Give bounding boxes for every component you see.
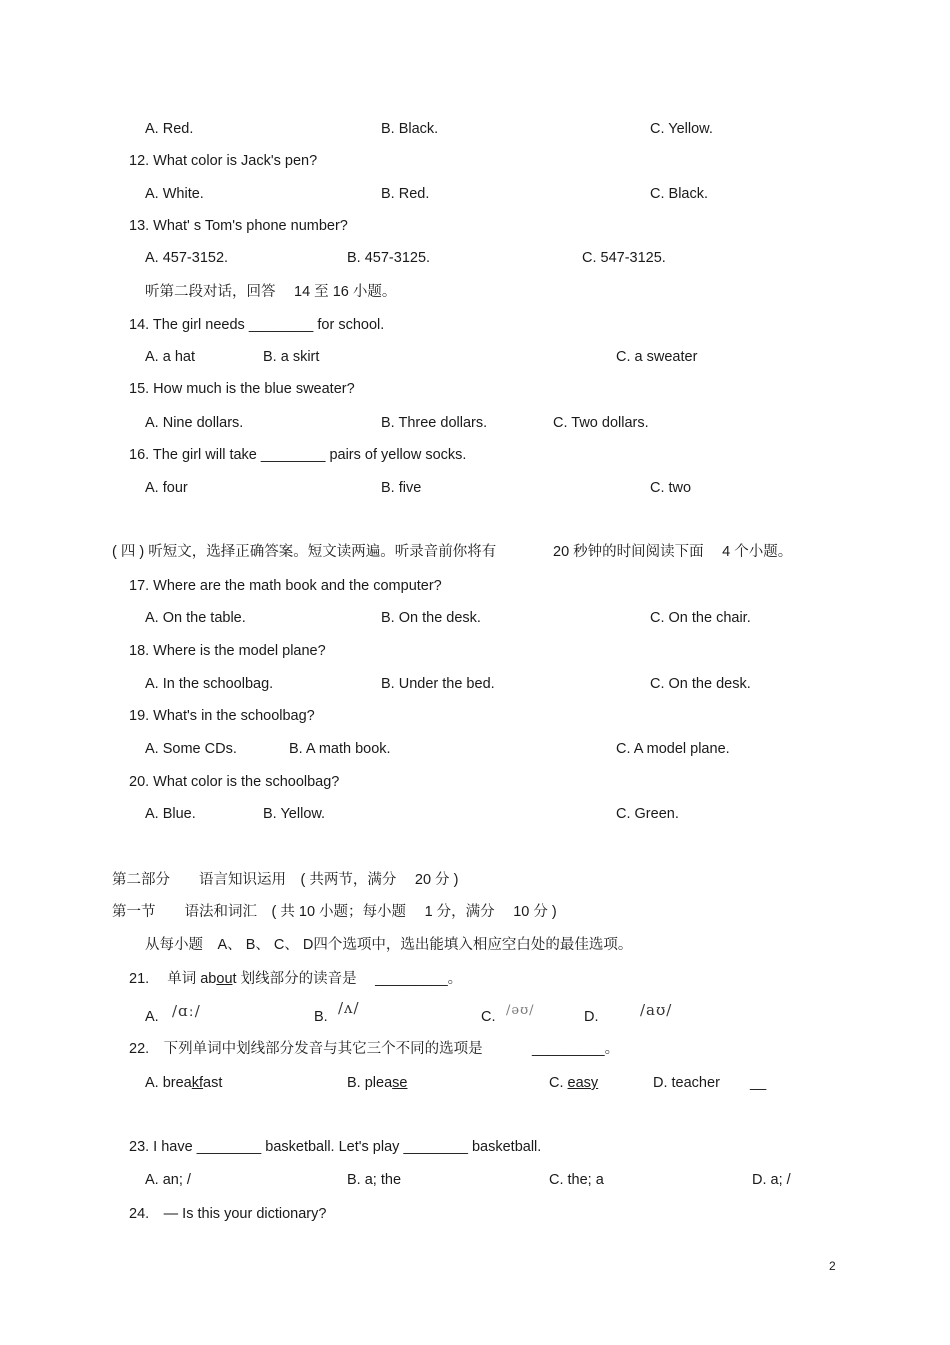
q23-option-b: B. a; the — [347, 1172, 402, 1188]
q18-option-c: C. On the desk. — [650, 676, 751, 692]
q17-option-b: B. On the desk. — [381, 610, 481, 626]
q20-option-c: C. Green. — [616, 806, 679, 822]
section1-heading: 第一节 语法和词汇 ( 共 10 小题；每小题 1 分，满分 10 分 ) — [112, 904, 557, 920]
q18-option-b: B. Under the bed. — [381, 676, 495, 692]
q21-number: 21. — [129, 971, 150, 987]
section1-instruction: 从每小题 A、 B、 C、 D四个选项中，选出能填入相应空白处的最佳选项。 — [145, 937, 633, 953]
q16-option-a: A. four — [145, 480, 188, 496]
q11-option-c: C. Yellow. — [650, 121, 713, 137]
q17-option-c: C. On the chair. — [650, 610, 751, 626]
q23-option-a: A. an; / — [145, 1172, 191, 1188]
q22-blank: _________。 — [532, 1041, 620, 1057]
q22-option-b-underlined: se — [392, 1075, 408, 1091]
q24-stem: 24. — Is this your dictionary? — [129, 1206, 327, 1222]
q11-option-b: B. Black. — [381, 121, 439, 137]
q11-option-a: A. Red. — [145, 121, 194, 137]
q17-option-a: A. On the table. — [145, 610, 246, 626]
q21-phonetic-c: /əʊ/ — [506, 1003, 535, 1018]
q22-option-a-pre: A. brea — [145, 1075, 192, 1091]
q15-option-a: A. Nine dollars. — [145, 415, 244, 431]
q19-stem: 19. What's in the schoolbag? — [129, 708, 315, 724]
q15-stem: 15. How much is the blue sweater? — [129, 381, 355, 397]
q22-option-a — [145, 1074, 222, 1092]
q22-stem: 22. 下列单词中划线部分发音与其它三个不同的选项是 — [129, 1041, 483, 1057]
dialog2-instruction: 听第二段对话，回答 14 至 16 小题。 — [145, 284, 397, 300]
q23-option-c: C. the; a — [549, 1172, 604, 1188]
q21-phonetic-a: /ɑː/ — [172, 1002, 201, 1020]
q18-stem: 18. Where is the model plane? — [129, 643, 326, 659]
part2-heading: 第二部分 语言知识运用 ( 共两节，满分 20 分 ) — [112, 872, 459, 888]
q13-option-c: C. 547-3125. — [582, 250, 666, 266]
q20-stem: 20. What color is the schoolbag? — [129, 774, 340, 790]
q16-option-b: B. five — [381, 480, 422, 496]
q17-stem: 17. Where are the math book and the computer? — [129, 578, 442, 594]
q12-option-b: B. Red. — [381, 186, 430, 202]
q22-option-d-underline-mark: __ — [750, 1075, 767, 1091]
q22-option-b-pre: B. plea — [347, 1075, 393, 1091]
q21-option-c: C. — [481, 1009, 496, 1025]
q22-option-a-post: ast — [203, 1075, 223, 1091]
q23-stem: 23. I have ________ basketball. Let's play ________ basketball. — [129, 1139, 542, 1155]
section4-instruction-left: ( 四 ) 听短文，选择正确答案。短文读两遍。听录音前你将有 — [112, 544, 497, 560]
q19-option-b: B. A math book. — [289, 741, 391, 757]
q20-option-a: A. Blue. — [145, 806, 196, 822]
q19-option-a: A. Some CDs. — [145, 741, 237, 757]
q22-option-c-pre: C. — [549, 1075, 568, 1091]
q23-option-d: D. a; / — [752, 1172, 791, 1188]
q15-option-c: C. Two dollars. — [553, 415, 649, 431]
q15-option-b: B. Three dollars. — [381, 415, 488, 431]
q18-option-a: A. In the schoolbag. — [145, 676, 274, 692]
q22-option-c-underlined: easy — [567, 1075, 599, 1091]
q21-phonetic-d: /aʊ/ — [640, 1001, 673, 1019]
q14-option-a: A. a hat — [145, 349, 195, 365]
q12-stem: 12. What color is Jack's pen? — [129, 153, 318, 169]
q21-phonetic-b: /ʌ/ — [338, 999, 360, 1017]
q21-option-a: A. — [145, 1009, 159, 1025]
q19-option-c: C. A model plane. — [616, 741, 730, 757]
section4-instruction-right: 20 秒钟的时间阅读下面 4 个小题。 — [553, 544, 793, 560]
q16-stem: 16. The girl will take ________ pairs of yellow socks. — [129, 447, 467, 463]
q12-option-a: A. White. — [145, 186, 204, 202]
q13-option-a: A. 457-3152. — [145, 250, 229, 266]
q22-option-a-underlined: kf — [191, 1075, 204, 1091]
q21-option-d: D. — [584, 1009, 599, 1025]
q20-option-b: B. Yellow. — [263, 806, 326, 822]
q21-underlined-part: ou — [216, 971, 233, 987]
q21-stem — [129, 970, 462, 988]
page-number: 2 — [829, 1259, 836, 1273]
q21-option-b: B. — [314, 1009, 328, 1025]
q12-option-c: C. Black. — [650, 186, 709, 202]
q13-stem: 13. What' s Tom's phone number? — [129, 218, 348, 234]
q13-option-b: B. 457-3125. — [347, 250, 431, 266]
q14-option-c: C. a sweater — [616, 349, 698, 365]
q14-option-b: B. a skirt — [263, 349, 320, 365]
q22-option-d: D. teacher — [653, 1075, 720, 1091]
q22-option-b — [347, 1074, 407, 1092]
q16-option-c: C. two — [650, 480, 692, 496]
q14-stem: 14. The girl needs ________ for school. — [129, 317, 385, 333]
q21-text-pre: 单词 ab — [167, 971, 217, 987]
q21-text-post: t 划线部分的读音是 _________。 — [232, 971, 463, 987]
q22-option-c — [549, 1074, 598, 1092]
